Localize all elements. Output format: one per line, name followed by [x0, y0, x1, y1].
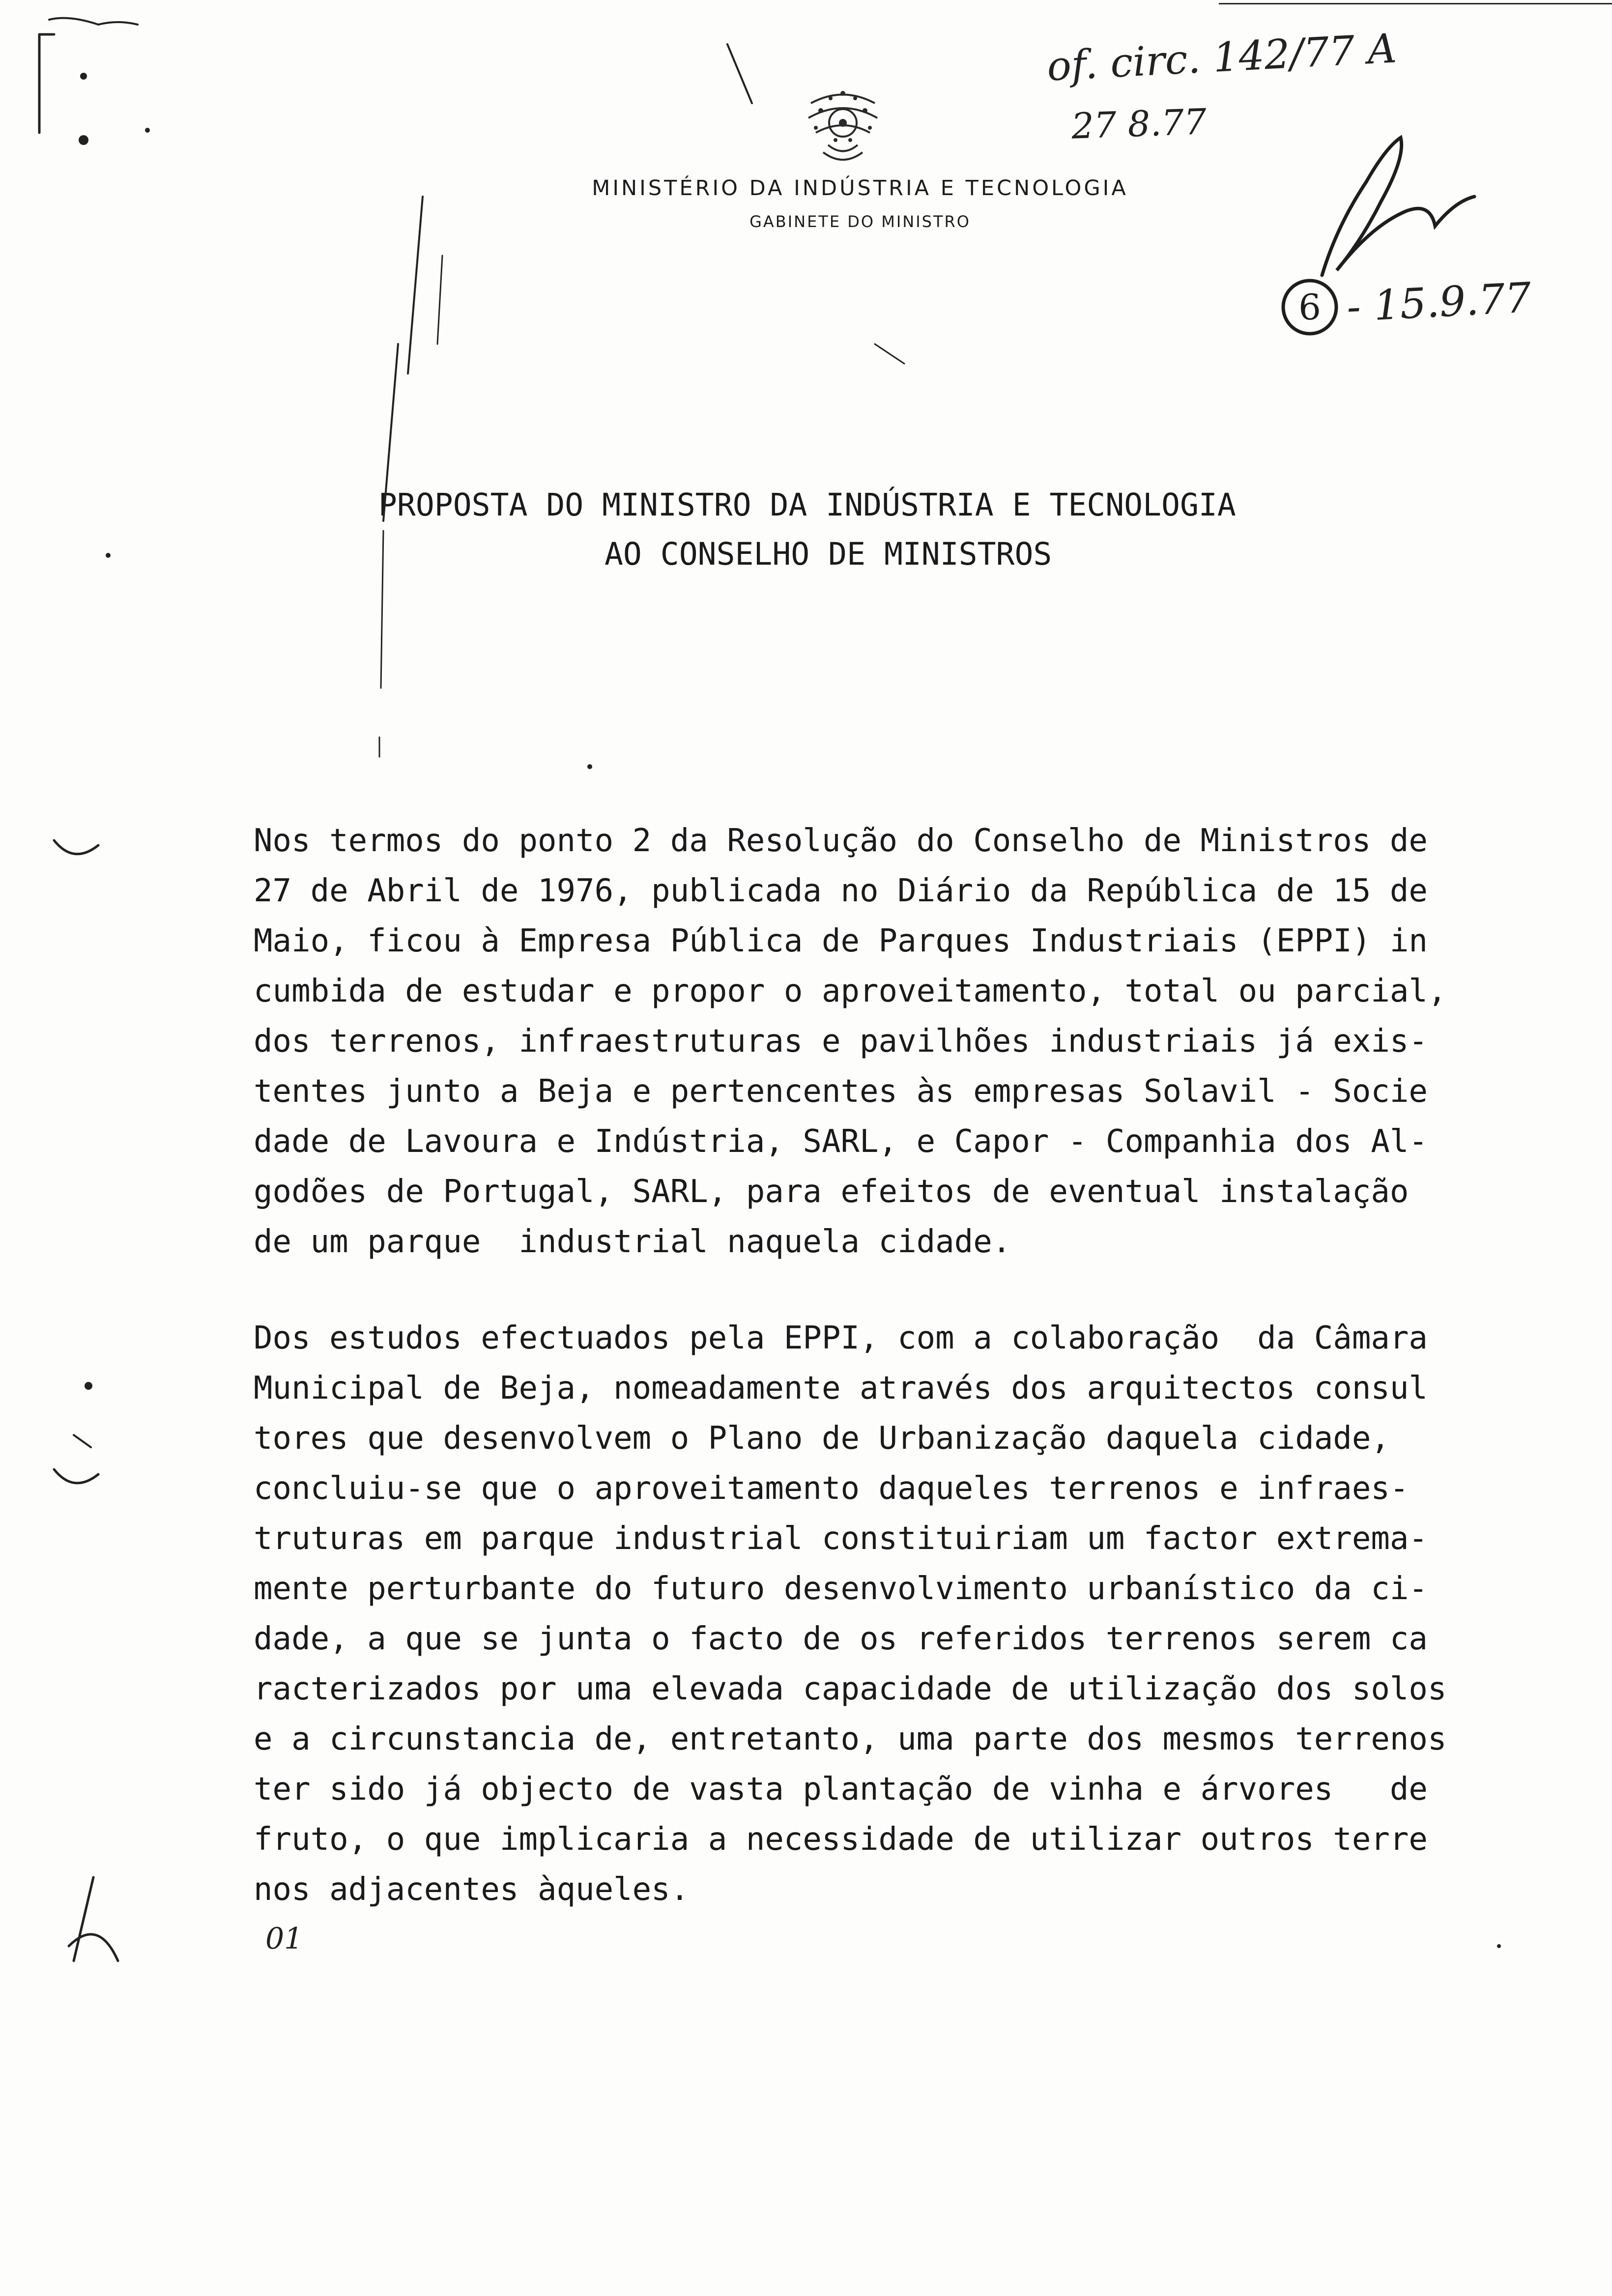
paragraph-line: dos terrenos, infraestruturas e pavilhões industriais já exis- [254, 1023, 1428, 1060]
handwritten-date-top: 27 8.77 [1070, 101, 1208, 147]
ministry-name: MINISTÉRIO DA INDÚSTRIA E TECNOLOGIA [592, 176, 1128, 201]
paragraph-2 [254, 1313, 1531, 1915]
handwritten-date-right: - 15.9.77 [1345, 273, 1533, 331]
title-line-1: PROPOSTA DO MINISTRO DA INDÚSTRIA E TECNOLOGIA [378, 487, 1236, 523]
circled-number: 6 [1298, 287, 1321, 328]
paragraph-line: Dos estudos efectuados pela EPPI, com a colaboração da Câmara [254, 1320, 1428, 1356]
paragraph-line: de um parque industrial naquela cidade. [254, 1224, 1011, 1260]
circled-number-mark [1278, 275, 1342, 339]
paragraph-line: cumbida de estudar e propor o aproveitamento, total ou parcial, [254, 973, 1447, 1009]
handwritten-reference-note: of. circ. 142/77 A [1046, 25, 1398, 90]
paragraph-line: fruto, o que implicaria a necessidade de utilizar outros terre [254, 1821, 1428, 1858]
paragraph-line: nos adjacentes àqueles. [254, 1871, 690, 1908]
handwritten-signature-initials [1307, 128, 1484, 290]
paragraph-line: mente perturbante do futuro desenvolvimento urbanístico da ci- [254, 1571, 1428, 1607]
top-edge-rule [1219, 3, 1612, 4]
paragraph-line: concluiu-se que o aproveitamento daqueles terrenos e infraes- [254, 1470, 1409, 1507]
paragraph-line: tentes junto a Beja e pertencentes às empresas Solavil - Socie [254, 1073, 1428, 1110]
paragraph-line: dade de Lavoura e Indústria, SARL, e Capor - Companhia dos Al- [254, 1123, 1428, 1160]
proposal-title [378, 481, 1337, 579]
paragraph-line: truturas em parque industrial constituiriam um factor extrema- [254, 1521, 1428, 1557]
paragraph-line: Nos termos do ponto 2 da Resolução do Conselho de Ministros de [254, 823, 1428, 859]
paragraph-line: Municipal de Beja, nomeadamente através dos arquitectos consul [254, 1370, 1428, 1406]
paragraph-line: 27 de Abril de 1976, publicada no Diário da República de 15 de [254, 873, 1428, 909]
cabinet-name: GABINETE DO MINISTRO [749, 212, 971, 231]
paragraph-line: dade, a que se junta o facto de os referidos terrenos serem ca [254, 1621, 1428, 1657]
paragraph-line: e a circunstancia de, entretanto, uma parte dos mesmos terrenos [254, 1721, 1447, 1757]
handwritten-bottom-note: 01 [265, 1922, 303, 1956]
paragraph-1 [254, 816, 1531, 1267]
paragraph-line: ter sido já objecto de vasta plantação de vinha e árvores de [254, 1771, 1428, 1808]
title-line-2: AO CONSELHO DE MINISTROS [604, 536, 1052, 572]
paragraph-line: racterizados por uma elevada capacidade de utilização dos solos [254, 1671, 1447, 1707]
paragraph-line: tores que desenvolvem o Plano de Urbanização daquela cidade, [254, 1420, 1390, 1457]
coat-of-arms-seal [781, 84, 904, 167]
paragraph-line: godões de Portugal, SARL, para efeitos de eventual instalação [254, 1174, 1409, 1210]
paragraph-line: Maio, ficou à Empresa Pública de Parques Industriais (EPPI) in [254, 923, 1428, 959]
